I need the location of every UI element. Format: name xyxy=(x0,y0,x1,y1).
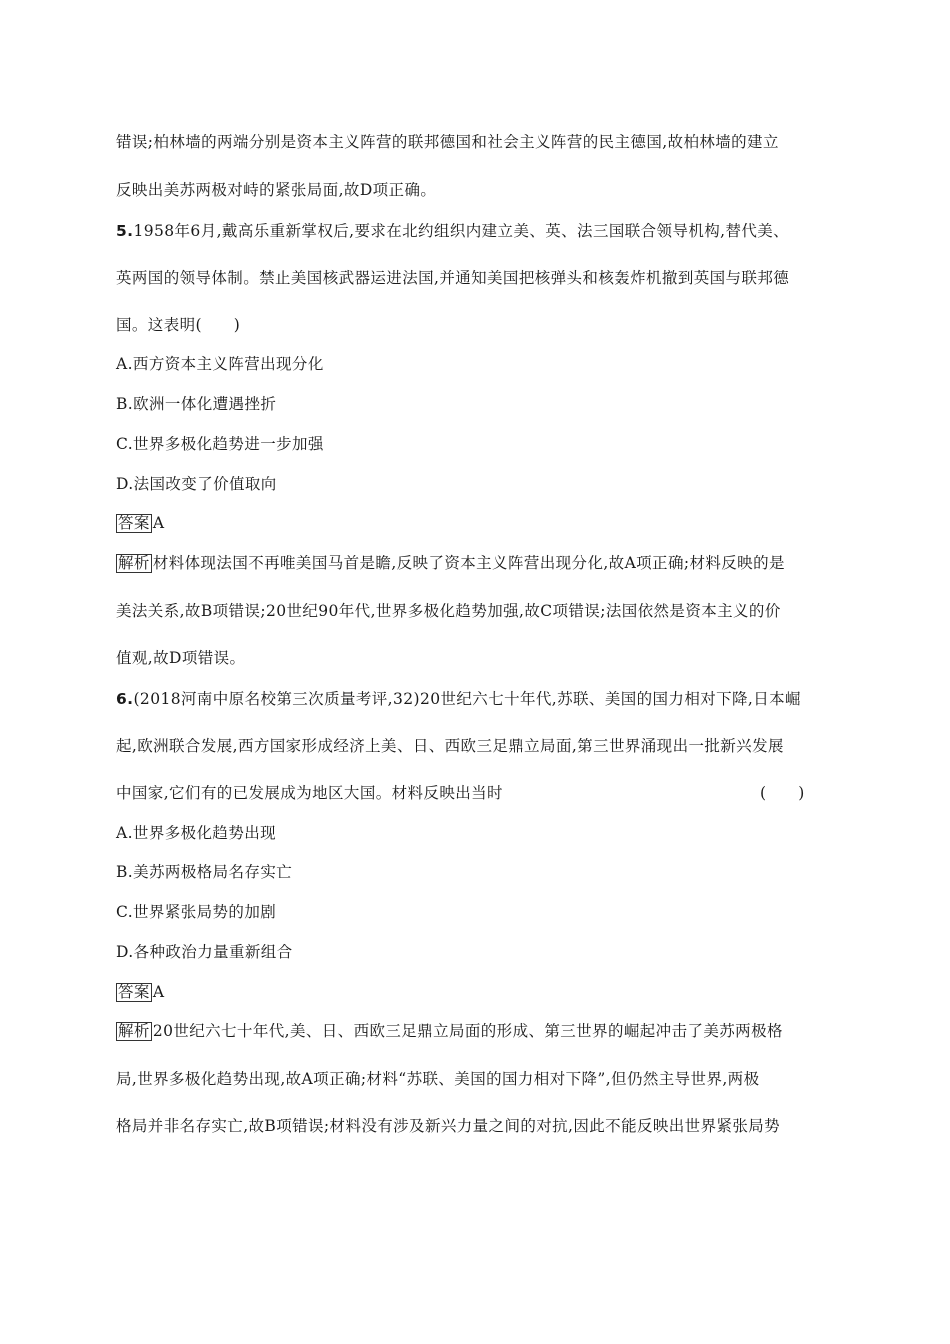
answer-row xyxy=(116,513,836,533)
answer-tag: 答案 xyxy=(118,514,150,532)
question-6-stem-line: 起,欧洲联合发展,西方国家形成经济上美、日、西欧三足鼎立局面,第三世界涌现出一批新兴发展 xyxy=(116,737,784,755)
question-6-stem-line: 中国家,它们有的已发展成为地区大国。材料反映出当时 ( ) xyxy=(116,784,805,802)
option-d: D.各种政治力量重新组合 xyxy=(116,943,293,961)
question-6-stem: 6.(2018河南中原名校第三次质量考评,32)20世纪六七十年代,苏联、美国的国力相对下降,日本崛 xyxy=(116,690,801,708)
analysis-line: 局,世界多极化趋势出现,故A项正确;材料“苏联、美国的国力相对下降”,但仍然主导世界,两极 xyxy=(116,1070,760,1088)
analysis-line: 值观,故D项错误。 xyxy=(116,649,246,667)
question-number: 5. xyxy=(116,222,134,240)
text-line: 反映出美苏两极对峙的紧张局面,故D项正确。 xyxy=(116,181,437,199)
analysis-tag: 解析 xyxy=(118,554,150,572)
option-b: B.美苏两极格局名存实亡 xyxy=(116,863,293,881)
answer-value: A xyxy=(152,514,165,532)
analysis-line: 美法关系,故B项错误;20世纪90年代,世界多极化趋势加强,故C项错误;法国依然是资本主义的价 xyxy=(116,602,781,620)
question-number: 6. xyxy=(116,690,134,708)
option-a: A.西方资本主义阵营出现分化 xyxy=(116,355,324,373)
analysis-tag: 解析 xyxy=(118,1022,150,1040)
text-line: 错误;柏林墙的两端分别是资本主义阵营的联邦德国和社会主义阵营的民主德国,故柏林墙的建立 xyxy=(116,133,779,151)
answer-paren: ( ) xyxy=(760,784,805,802)
option-a: A.世界多极化趋势出现 xyxy=(116,824,277,842)
option-b: B.欧洲一体化遭遇挫折 xyxy=(116,395,277,413)
question-5-stem: 5.1958年6月,戴高乐重新掌权后,要求在北约组织内建立美、英、法三国联合领导机构,替代美、 xyxy=(116,222,790,240)
analysis-line: 格局并非名存实亡,故B项错误;材料没有涉及新兴力量之间的对抗,因此不能反映出世界紧张局势 xyxy=(116,1117,781,1135)
option-d: D.法国改变了价值取向 xyxy=(116,475,277,493)
option-c: C.世界紧张局势的加剧 xyxy=(116,903,277,921)
analysis-row: 解析 20世纪六七十年代,美、日、西欧三足鼎立局面的形成、第三世界的崛起冲击了美苏两极格 xyxy=(118,1022,783,1040)
question-5-stem-line: 英两国的领导体制。禁止美国核武器运进法国,并通知美国把核弹头和核轰炸机撤到英国与联邦德 xyxy=(116,269,790,287)
answer-value: A xyxy=(152,983,165,1001)
option-c: C.世界多极化趋势进一步加强 xyxy=(116,435,324,453)
answer-tag: 答案 xyxy=(118,983,150,1001)
answer-row xyxy=(116,982,836,1002)
analysis-row: 解析 材料体现法国不再唯美国马首是瞻,反映了资本主义阵营出现分化,故A项正确;材料反映的是 xyxy=(118,554,785,572)
question-5-stem-line: 国。这表明( ) xyxy=(116,316,241,334)
